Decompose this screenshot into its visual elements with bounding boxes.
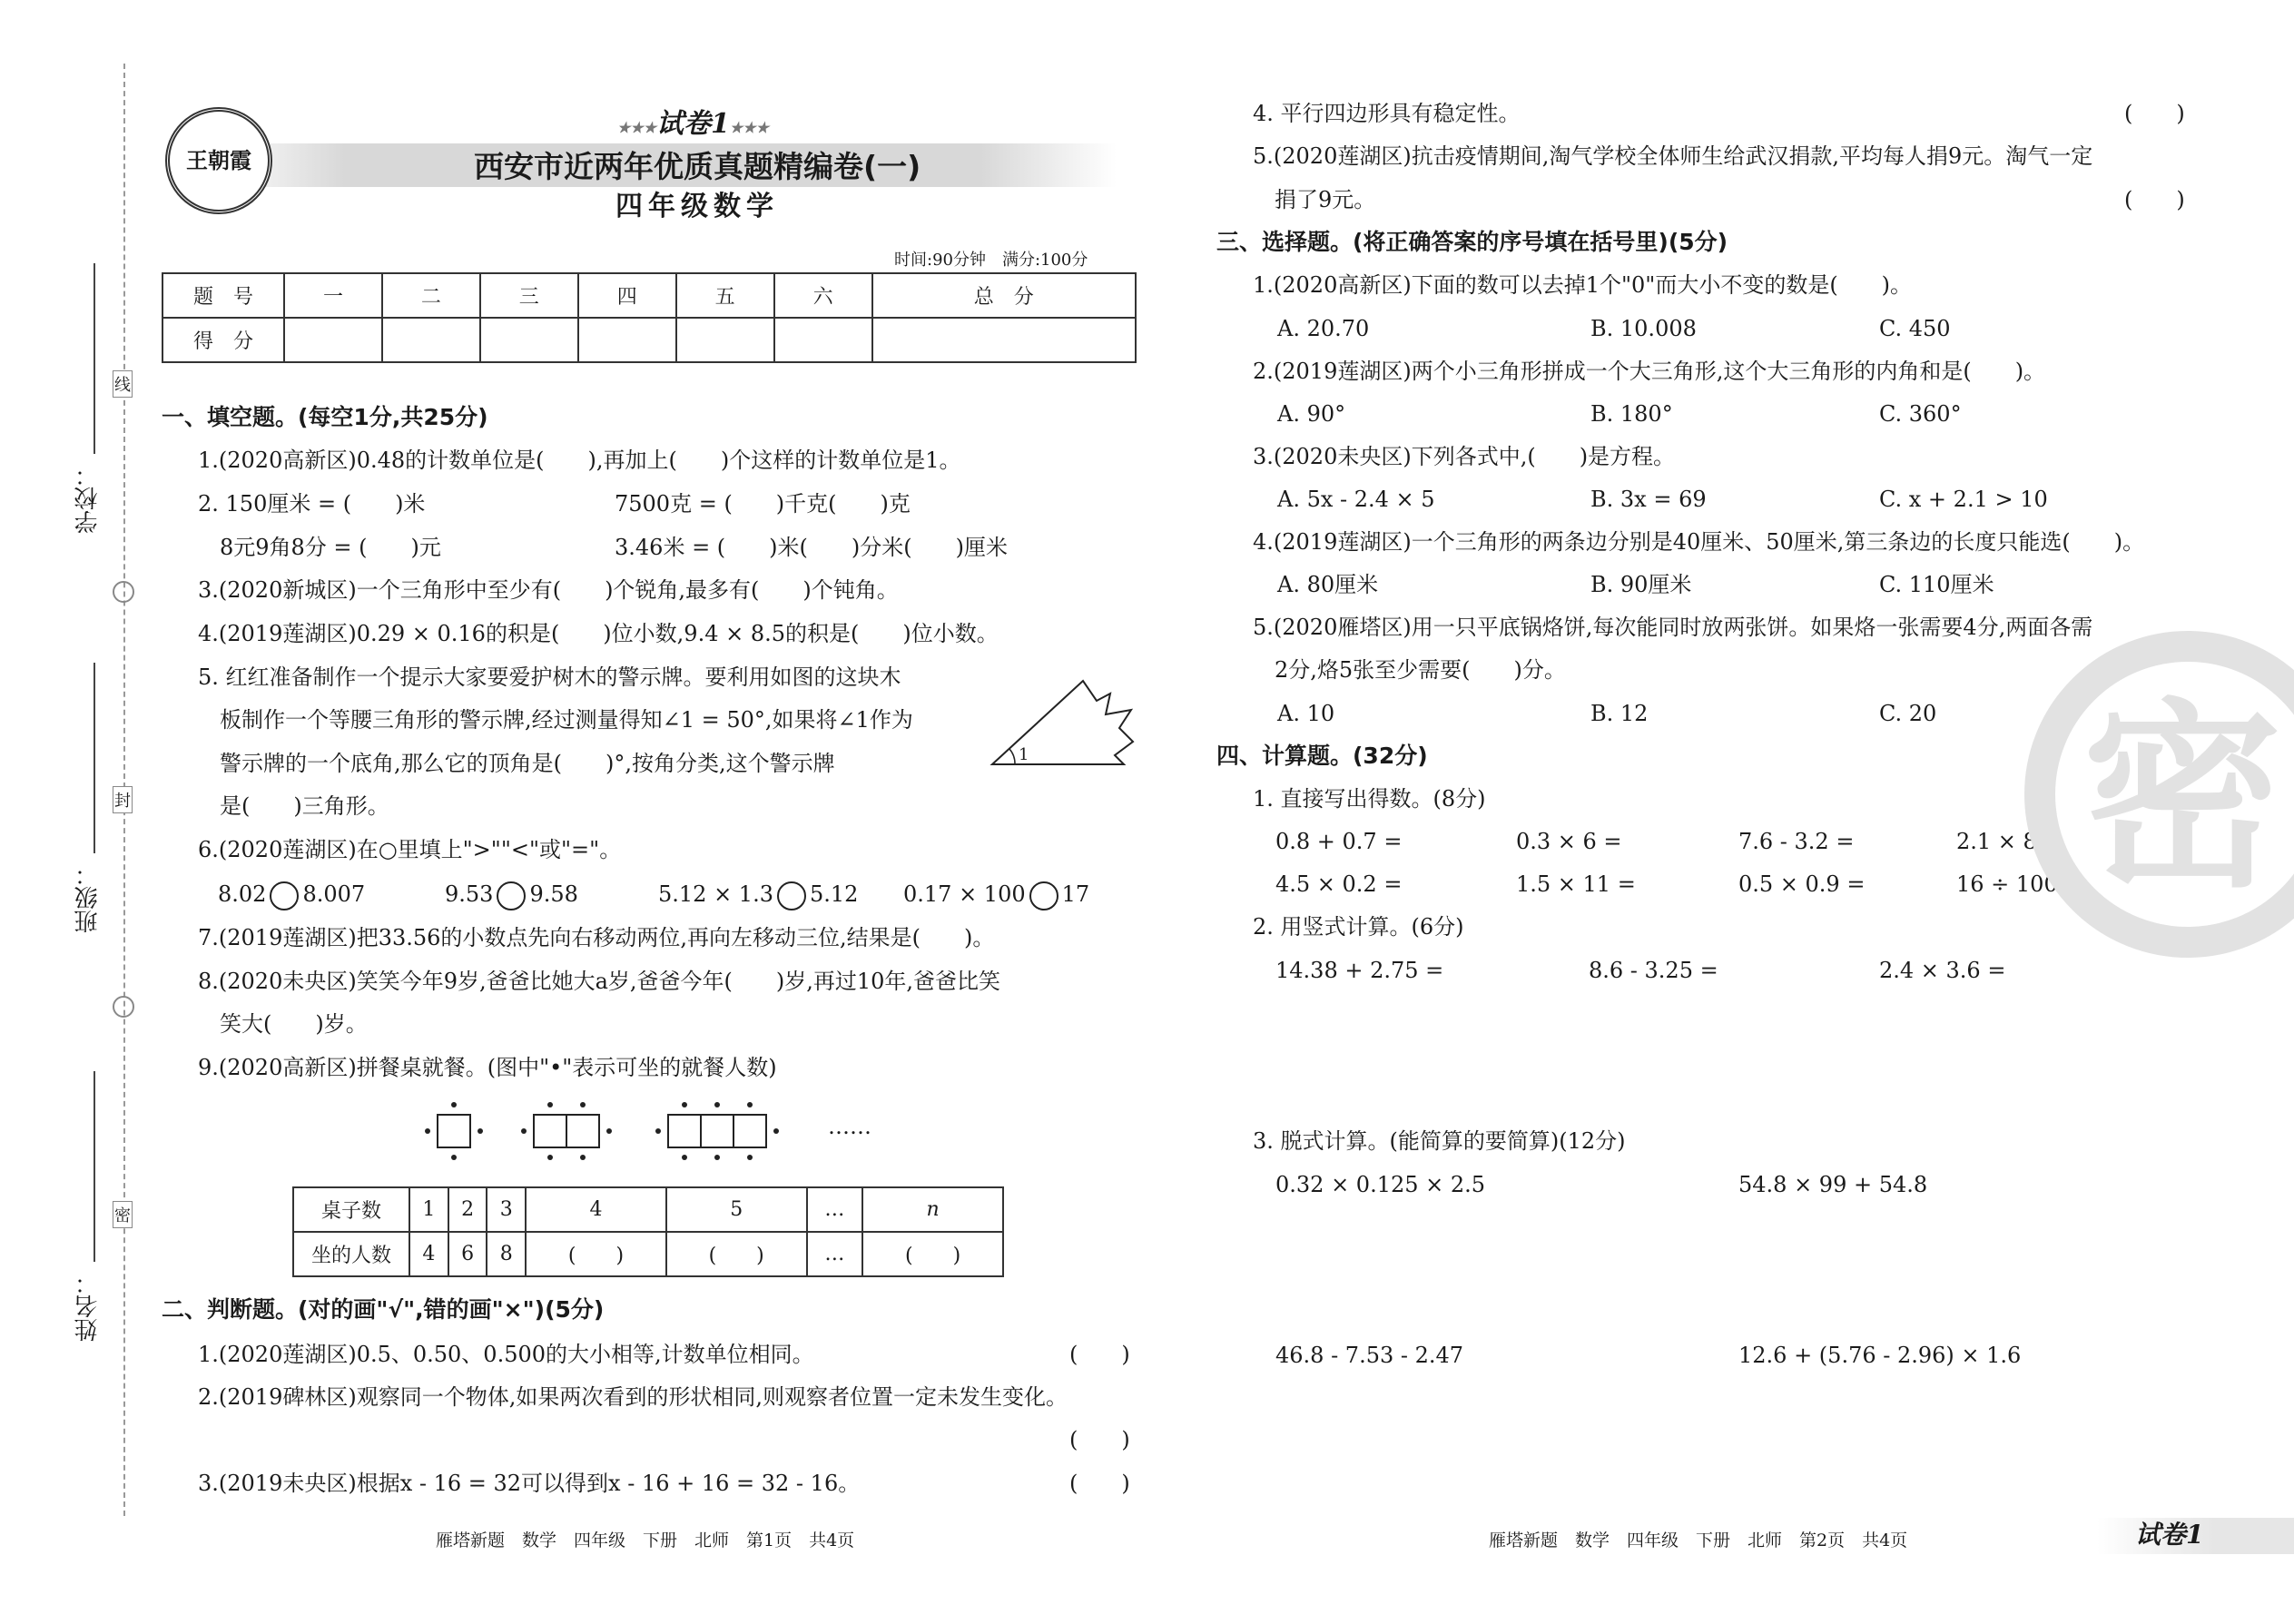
figure-ellipsis: …… xyxy=(828,1114,871,1139)
calc-item: 4.5 × 0.2 = xyxy=(1275,871,1403,897)
seat-dot xyxy=(478,1128,483,1134)
wood-board-shape xyxy=(992,681,1133,764)
logo-text: 王朝霞 xyxy=(186,147,251,173)
dining-table xyxy=(566,1115,599,1147)
sec4-p1-title: 1. 直接写出得数。(8分) xyxy=(1253,786,1486,812)
section4-title: 四、计算题。(32分) xyxy=(1216,743,1428,769)
option-b[interactable]: B. 180° xyxy=(1590,401,1673,427)
dining-table xyxy=(534,1115,566,1147)
score-table-cell: 四 xyxy=(578,273,676,318)
binding-name-label: 姓名： xyxy=(74,1271,102,1342)
compare-right: 17 xyxy=(1061,881,1090,907)
sec2-q5-line1: 5.(2020莲湖区)抗击疫情期间,淘气学校全体师生给武汉捐款,平均每人捐9元。淘气一定 xyxy=(1253,143,2093,169)
seat-dot xyxy=(773,1128,779,1134)
binding-school-line xyxy=(94,263,95,454)
seat-dot xyxy=(682,1155,687,1160)
option-a[interactable]: A. 5x - 2.4 × 5 xyxy=(1277,487,1435,512)
stepwise-calc-item: 54.8 × 99 + 54.8 xyxy=(1738,1172,1928,1197)
binding-school-label: 学校： xyxy=(74,463,102,534)
score-table-score-row xyxy=(162,318,1136,362)
option-a[interactable]: A. 80厘米 xyxy=(1277,572,1379,597)
sec2-q3: 3.(2019未央区)根据x - 16 = 32可以得到x - 16 + 16 = 32 - 16。 xyxy=(198,1471,861,1496)
stamp-text: 密 xyxy=(2082,682,2282,914)
seats-cell[interactable]: ( ) xyxy=(666,1232,807,1276)
score-table-cell: 一 xyxy=(284,273,382,318)
binding-ring-1 xyxy=(113,581,134,603)
sec4-p3-title: 3. 脱式计算。(能简算的要简算)(12分) xyxy=(1253,1128,1626,1154)
binding-class-line xyxy=(94,663,95,853)
seat-dot xyxy=(714,1102,720,1107)
sec3-q5-line1: 5.(2020雁塔区)用一只平底锅烙饼,每次能同时放两张饼。如果烙一张需要4分,两面各需 xyxy=(1253,615,2093,640)
seat-dot xyxy=(521,1128,527,1134)
tables-cell: 3 xyxy=(487,1187,526,1232)
seats-cell: 坐的人数 xyxy=(293,1232,409,1276)
sec2-q5-line2: 捐了9元。 xyxy=(1275,187,1376,212)
compare-circle[interactable] xyxy=(270,881,299,910)
sec1-q8-line1: 8.(2020未央区)笑笑今年9岁,爸爸比她大a岁,爸爸今年( )岁,再过10年,爸爸比笑 xyxy=(198,969,1001,994)
sec1-q2b: 7500克 = ( )千克( )克 xyxy=(615,491,911,517)
binding-class-label: 班级： xyxy=(74,862,102,933)
time-info: 时间:90分钟 满分:100分 xyxy=(894,251,1088,270)
seats-cell[interactable]: ( ) xyxy=(526,1232,666,1276)
option-c[interactable]: C. 360° xyxy=(1879,401,1962,427)
compare-item-2 xyxy=(445,881,578,910)
score-table-cell: 二 xyxy=(382,273,480,318)
seat-dot xyxy=(580,1155,586,1160)
section1-title: 一、填空题。(每空1分,共25分) xyxy=(162,404,488,430)
page-title: 西安市近两年优质真题精编卷(一) xyxy=(474,149,921,184)
tables-cell: … xyxy=(807,1187,863,1232)
compare-item-4 xyxy=(903,881,1089,910)
seat-dot xyxy=(714,1155,720,1160)
score-cell-blank[interactable] xyxy=(872,318,1136,362)
compare-circle[interactable] xyxy=(1029,881,1058,910)
angle-1-label: 1 xyxy=(1019,745,1029,764)
score-table-cell: 题 号 xyxy=(162,273,284,318)
option-a[interactable]: A. 20.70 xyxy=(1277,316,1370,341)
tables-cell: 5 xyxy=(666,1187,807,1232)
dining-table xyxy=(438,1115,470,1147)
compare-left: 8.02 xyxy=(218,881,267,907)
compare-left: 9.53 xyxy=(445,881,494,907)
compare-right: 8.007 xyxy=(302,881,366,907)
seats-cell: 8 xyxy=(487,1232,526,1276)
sec1-q3: 3.(2020新城区)一个三角形中至少有( )个锐角,最多有( )个钝角。 xyxy=(198,577,899,603)
sec1-q2c: 8元9角8分 = ( )元 xyxy=(220,535,441,560)
option-a[interactable]: A. 90° xyxy=(1277,401,1346,427)
compare-circle[interactable] xyxy=(777,881,806,910)
stepwise-calc-item: 0.32 × 0.125 × 2.5 xyxy=(1275,1172,1486,1197)
compare-circle[interactable] xyxy=(497,881,526,910)
score-table-cell: 得 分 xyxy=(162,318,284,362)
tables-cell: 1 xyxy=(409,1187,448,1232)
calc-item: 0.3 × 6 = xyxy=(1516,829,1622,854)
seats-cell: … xyxy=(807,1232,863,1276)
confidential-stamp xyxy=(2024,631,2294,958)
sec1-q2a: 2. 150厘米 = ( )米 xyxy=(198,491,426,517)
option-c[interactable]: C. 450 xyxy=(1879,316,1951,341)
option-b[interactable]: B. 3x = 69 xyxy=(1590,487,1707,512)
compare-left: 0.17 × 100 xyxy=(903,881,1026,907)
sec3-q4: 4.(2019莲湖区)一个三角形的两条边分别是40厘米、50厘米,第三条边的长度只能选( )。 xyxy=(1253,529,2145,555)
answer-paren[interactable]: ( ) xyxy=(1069,1342,1130,1367)
binding-mark-feng: 封 xyxy=(113,786,133,813)
score-cell-blank[interactable] xyxy=(480,318,578,362)
binding-ring-2 xyxy=(113,996,134,1018)
section2-title: 二、判断题。(对的画"√",错的画"×")(5分) xyxy=(162,1296,605,1323)
answer-paren[interactable]: ( ) xyxy=(1069,1427,1130,1452)
sec2-q1: 1.(2020莲湖区)0.5、0.50、0.500的大小相等,计数单位相同。 xyxy=(198,1342,814,1367)
stepwise-calc-item: 46.8 - 7.53 - 2.47 xyxy=(1275,1343,1464,1368)
sec1-q4: 4.(2019莲湖区)0.29 × 0.16的积是( )位小数,9.4 × 8.5的积是( )位小数。 xyxy=(198,621,999,646)
seat-dot xyxy=(606,1128,612,1134)
sec1-q5-line3: 警示牌的一个底角,那么它的顶角是( )°,按角分类,这个警示牌 xyxy=(220,751,835,776)
seats-cell: 4 xyxy=(409,1232,448,1276)
footer-tag: 试卷1 xyxy=(2135,1520,2204,1550)
answer-paren[interactable]: ( ) xyxy=(2124,101,2185,126)
option-c[interactable]: C. 20 xyxy=(1879,701,1937,726)
seat-dot xyxy=(747,1102,753,1107)
calc-item: 0.8 + 0.7 = xyxy=(1275,829,1403,854)
vertical-calc-item: 14.38 + 2.75 = xyxy=(1275,958,1444,983)
sec3-q5-line2: 2分,烙5张至少需要( )分。 xyxy=(1275,657,1566,683)
seat-dot xyxy=(547,1155,553,1160)
compare-item-3 xyxy=(658,881,858,910)
binding-mark-xian: 线 xyxy=(113,370,133,398)
compare-right: 5.12 xyxy=(809,881,859,907)
score-cell-blank[interactable] xyxy=(578,318,676,362)
sec3-q2: 2.(2019莲湖区)两个小三角形拼成一个大三角形,这个大三角形的内角和是( )。 xyxy=(1253,359,2046,384)
series-label: ★★★试卷1★★★ xyxy=(617,108,769,140)
calc-item: 0.5 × 0.9 = xyxy=(1738,871,1866,897)
seats-row xyxy=(293,1232,1003,1276)
page-subtitle: 四年级数学 xyxy=(615,191,779,222)
dining-table xyxy=(733,1115,766,1147)
angle-arc xyxy=(1009,749,1015,764)
sec1-q9: 9.(2020高新区)拼餐桌就餐。(图中"•"表示可坐的就餐人数) xyxy=(198,1055,777,1080)
tables-cell: 桌子数 xyxy=(293,1187,409,1232)
stepwise-calc-item: 12.6 + (5.76 - 2.96) × 1.6 xyxy=(1738,1343,2022,1368)
score-cell-blank[interactable] xyxy=(676,318,774,362)
seat-dot xyxy=(425,1128,430,1134)
score-table-header-row xyxy=(162,273,1136,318)
seat-dot xyxy=(547,1102,553,1107)
wood-board-figure xyxy=(988,674,1137,769)
compare-right: 9.58 xyxy=(529,881,578,907)
tables-seats-table xyxy=(292,1186,1004,1277)
seat-dot xyxy=(655,1128,661,1134)
option-a[interactable]: A. 10 xyxy=(1277,701,1335,726)
option-c[interactable]: C. x + 2.1 > 10 xyxy=(1879,487,2048,512)
option-b[interactable]: B. 12 xyxy=(1590,701,1649,726)
answer-paren[interactable]: ( ) xyxy=(1069,1471,1130,1496)
answer-paren[interactable]: ( ) xyxy=(2124,187,2185,212)
dining-table xyxy=(668,1115,701,1147)
sec2-q2: 2.(2019碑林区)观察同一个物体,如果两次看到的形状相同,则观察者位置一定未发生变化。 xyxy=(198,1384,1068,1410)
binding-name-line xyxy=(94,1071,95,1262)
sec3-q3: 3.(2020未央区)下列各式中,( )是方程。 xyxy=(1253,444,1676,469)
footer-left: 雁塔新题 数学 四年级 下册 北师 第1页 共4页 xyxy=(436,1530,855,1550)
sec1-q1: 1.(2020高新区)0.48的计数单位是( ),再加上( )个这样的计数单位是1。 xyxy=(198,448,961,473)
tables-cell: 4 xyxy=(526,1187,666,1232)
compare-left: 5.12 × 1.3 xyxy=(658,881,773,907)
seat-dot xyxy=(580,1102,586,1107)
logo-badge xyxy=(165,107,272,214)
score-table-cell: 五 xyxy=(676,273,774,318)
dining-table xyxy=(701,1115,733,1147)
score-cell-blank[interactable] xyxy=(774,318,872,362)
section3-title: 三、选择题。(将正确答案的序号填在括号里)(5分) xyxy=(1216,229,1728,255)
calc-item: 16 ÷ 100 = xyxy=(1956,871,2083,897)
score-cell-blank[interactable] xyxy=(382,318,480,362)
score-table-cell: 六 xyxy=(774,273,872,318)
seats-cell[interactable]: ( ) xyxy=(862,1232,1003,1276)
sec2-q4: 4. 平行四边形具有稳定性。 xyxy=(1253,101,1521,126)
option-b[interactable]: B. 90厘米 xyxy=(1590,572,1692,597)
vertical-calc-item: 2.4 × 3.6 = xyxy=(1879,958,2006,983)
sec1-q5-line4: 是( )三角形。 xyxy=(220,793,389,819)
calc-item: 1.5 × 11 = xyxy=(1516,871,1636,897)
sec1-q6: 6.(2020莲湖区)在○里填上">""<"或"="。 xyxy=(198,837,622,862)
sec1-q5-line1: 5. 红红准备制作一个提示大家要爱护树木的警示牌。要利用如图的这块木 xyxy=(198,664,901,690)
sec1-q2d: 3.46米 = ( )米( )分米( )厘米 xyxy=(615,535,1008,560)
seats-cell: 6 xyxy=(448,1232,487,1276)
score-table-cell: 三 xyxy=(480,273,578,318)
sec1-q8-line2: 笑大( )岁。 xyxy=(220,1011,368,1037)
score-table xyxy=(162,272,1137,363)
sec3-q1: 1.(2020高新区)下面的数可以去掉1个"0"而大小不变的数是( )。 xyxy=(1253,272,1913,298)
sec4-p2-title: 2. 用竖式计算。(6分) xyxy=(1253,914,1464,940)
option-c[interactable]: C. 110厘米 xyxy=(1879,572,1994,597)
seat-dot xyxy=(451,1155,457,1160)
calc-item: 2.1 × 8 = xyxy=(1956,829,2063,854)
option-b[interactable]: B. 10.008 xyxy=(1590,316,1697,341)
footer-right: 雁塔新题 数学 四年级 下册 北师 第2页 共4页 xyxy=(1489,1530,1908,1550)
series-label-text: 试卷1 xyxy=(656,108,730,140)
score-cell-blank[interactable] xyxy=(284,318,382,362)
compare-item-1 xyxy=(218,881,365,910)
seat-dot xyxy=(451,1102,457,1107)
tables-row xyxy=(293,1187,1003,1232)
tables-cell: 2 xyxy=(448,1187,487,1232)
seat-dot xyxy=(682,1102,687,1107)
score-table-cell: 总 分 xyxy=(872,273,1136,318)
binding-mark-mi: 密 xyxy=(113,1201,133,1228)
table-arrangement-figure xyxy=(418,1098,808,1162)
vertical-calc-item: 8.6 - 3.25 = xyxy=(1589,958,1718,983)
sec1-q7: 7.(2019莲湖区)把33.56的小数点先向右移动两位,再向左移动三位,结果是( )。 xyxy=(198,925,995,950)
sec1-q5-line2: 板制作一个等腰三角形的警示牌,经过测量得知∠1 = 50°,如果将∠1作为 xyxy=(220,707,913,733)
calc-item: 7.6 - 3.2 = xyxy=(1738,829,1855,854)
seat-dot xyxy=(747,1155,753,1160)
tables-cell: n xyxy=(862,1187,1003,1232)
